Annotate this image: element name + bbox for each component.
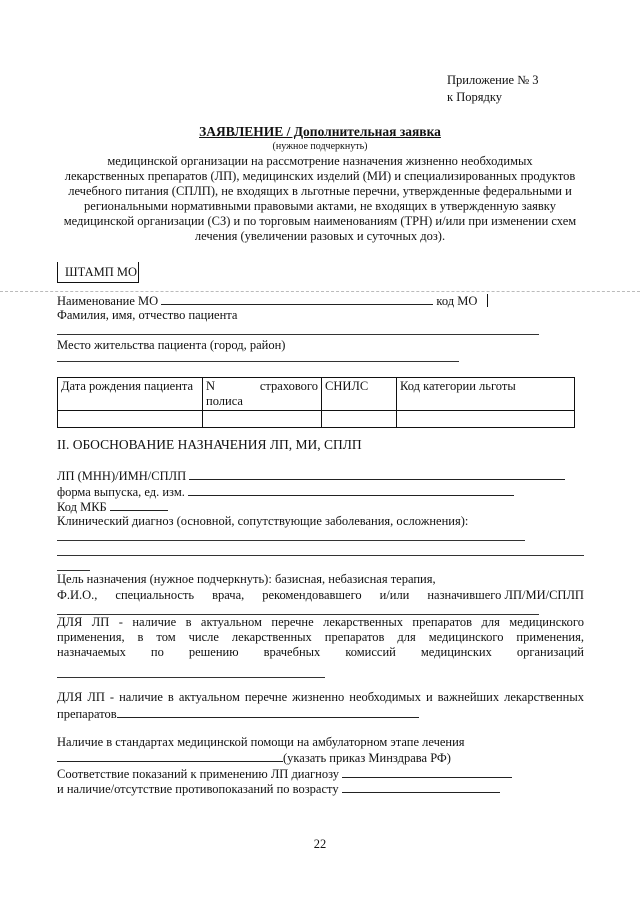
drug-row bbox=[57, 468, 565, 484]
indications-field[interactable] bbox=[342, 766, 512, 778]
header-line: медицинской организации (СЗ) и по торговым наименованиям (ТРН) и/или при изменении схем bbox=[63, 214, 577, 228]
contra-field[interactable] bbox=[342, 781, 500, 793]
order-field[interactable] bbox=[57, 750, 283, 762]
stamp-box bbox=[57, 262, 139, 283]
separator-line bbox=[0, 291, 640, 292]
header-benefit-code: Код категории льготы bbox=[397, 378, 575, 411]
patient-table bbox=[57, 377, 575, 428]
appendix-line-1: Приложение № 3 bbox=[447, 73, 539, 87]
list-paragraph-2-line-2: препаратов bbox=[57, 706, 419, 722]
diagnosis-field-2[interactable] bbox=[57, 555, 584, 556]
indications-row: Соответствие показаний к применению ЛП диагнозу bbox=[57, 766, 512, 782]
header-line: лечения (увеличении разовых и суточных доз). bbox=[194, 229, 446, 243]
form-row bbox=[57, 484, 514, 500]
diagnosis-label: Клинический диагноз (основной, сопутствующие заболевания, осложнения): bbox=[57, 514, 469, 528]
icd-field[interactable] bbox=[110, 499, 168, 511]
cell-benefit-code[interactable] bbox=[397, 411, 575, 428]
patient-name-field[interactable] bbox=[57, 334, 539, 335]
cell-birthdate[interactable] bbox=[58, 411, 203, 428]
residence-field[interactable] bbox=[57, 361, 459, 362]
title-note: (нужное подчеркнуть) bbox=[272, 141, 368, 152]
header-birthdate: Дата рождения пациента bbox=[58, 378, 203, 411]
icd-row bbox=[57, 499, 168, 515]
list-field-1[interactable] bbox=[57, 677, 325, 678]
residence-label: Место жительства пациента (город, район) bbox=[57, 338, 286, 352]
header-body bbox=[40, 154, 600, 244]
diagnosis-field-1[interactable] bbox=[57, 540, 525, 541]
header-line: медицинской организации на рассмотрение назначения жизненно необходимых bbox=[107, 154, 533, 168]
icd-label: Код МКБ bbox=[57, 500, 107, 514]
form-label: форма выпуска, ед. изм. bbox=[57, 485, 185, 499]
doctor-label: Ф.И.О., специальность врача, рекомендовавшего и/или назначившего ЛП/МИ/СПЛП bbox=[57, 588, 584, 602]
stamp-label: ШТАМП МО bbox=[65, 265, 138, 279]
vital-drugs-field[interactable] bbox=[117, 706, 419, 718]
header-line: лечебного питания (СПЛП), не входящих в льготные перечни, утвержденные федеральными и bbox=[68, 184, 572, 198]
mo-code-label: код МО bbox=[436, 294, 478, 308]
form-field[interactable] bbox=[188, 484, 514, 496]
contra-row: и наличие/отсутствие противопоказаний по возрасту bbox=[57, 781, 500, 797]
patient-name-label: Фамилия, имя, отчество пациента bbox=[57, 308, 238, 322]
page-title: ЗАЯВЛЕНИЕ / Дополнительная заявка bbox=[199, 124, 441, 139]
cell-snils[interactable] bbox=[322, 411, 397, 428]
section-title: II. ОБОСНОВАНИЕ НАЗНАЧЕНИЯ ЛП, МИ, СПЛП bbox=[57, 437, 362, 452]
list-paragraph-2-line-1: ДЛЯ ЛП - наличие в актуальном перечне жизненно необходимых и важнейших лекарственных bbox=[57, 690, 584, 704]
page-number: 22 bbox=[313, 837, 327, 851]
mo-name-row bbox=[57, 293, 488, 309]
mo-code-field[interactable] bbox=[481, 294, 488, 307]
header-policy: N страхового полиса bbox=[203, 378, 322, 411]
mo-name-label: Наименование МО bbox=[57, 294, 159, 308]
cell-policy[interactable] bbox=[203, 411, 322, 428]
purpose-label: Цель назначения (нужное подчеркнуть): базисная, небазисная терапия, bbox=[57, 572, 436, 586]
standards-label: Наличие в стандартах медицинской помощи на амбулаторном этапе лечения bbox=[57, 735, 465, 749]
diagnosis-field-3[interactable] bbox=[57, 570, 90, 571]
header-line: лекарственных препаратов (ЛП), медицинских изделий (МИ) и специализированных продуктов bbox=[64, 169, 576, 183]
drug-label: ЛП (МНН)/ИМН/СПЛП bbox=[57, 469, 187, 483]
header-snils: СНИЛС bbox=[322, 378, 397, 411]
order-row: (указать приказ Минздрава РФ) bbox=[57, 750, 451, 766]
drug-field[interactable] bbox=[189, 468, 565, 480]
appendix-line-2: к Порядку bbox=[447, 90, 502, 104]
list-paragraph-1: ДЛЯ ЛП - наличие в актуальном перечне лекарственных препаратов для медицинского применения, в том числе лекарственных препаратов для медицинского применения, назначаемых по решению врачебных комиссий медицинских организаций bbox=[57, 615, 584, 659]
mo-name-field[interactable] bbox=[161, 293, 433, 305]
header-line: региональными нормативными правовыми актами, не входящих в утвержденную заявку bbox=[84, 199, 556, 213]
